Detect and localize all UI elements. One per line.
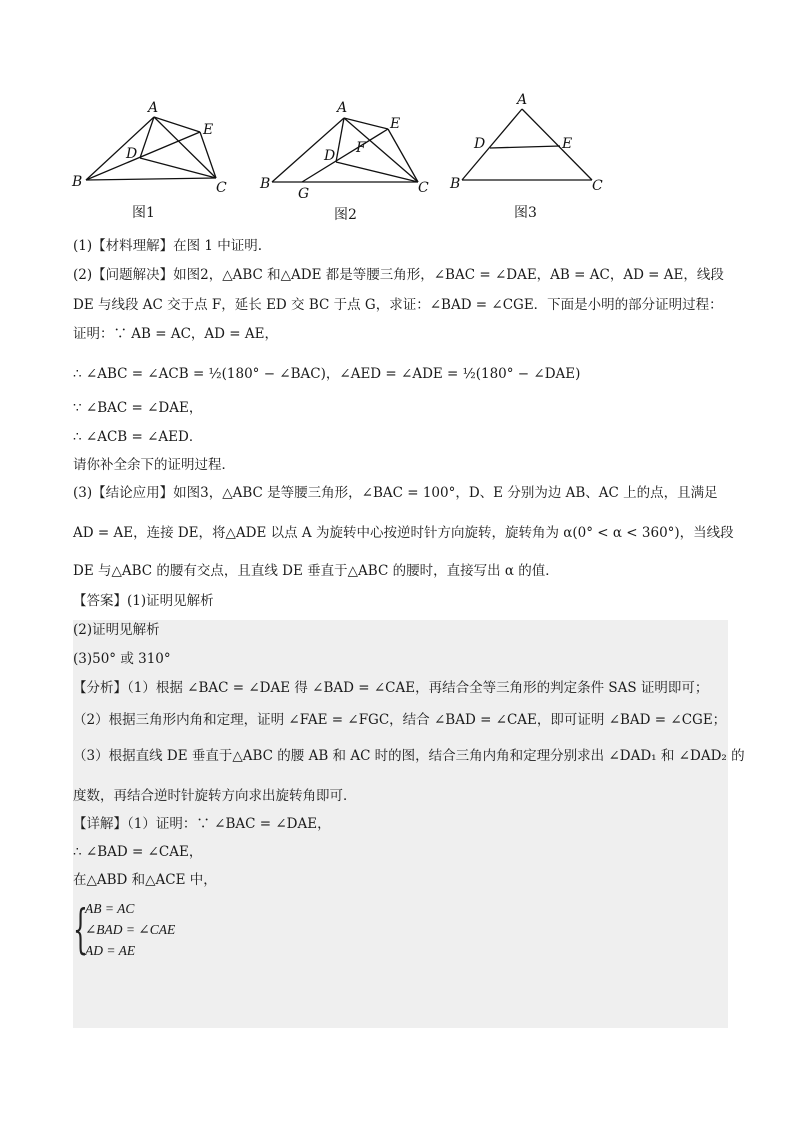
fig1-label-c: C	[216, 180, 227, 196]
proof-line-4: ∴ ∠ACB = ∠AED．	[73, 429, 203, 445]
fig3-label-d: D	[474, 136, 486, 152]
analysis-3-cont: 度数，再结合逆时针旋转方向求出旋转角即可．	[73, 788, 357, 804]
fig3-label-e: E	[562, 136, 573, 152]
detail-2: ∴ ∠BAD = ∠CAE，	[73, 844, 203, 860]
figure-3	[450, 92, 630, 222]
fig2-label-g: G	[298, 186, 310, 202]
figure-2-caption: 图2	[334, 207, 357, 223]
part-3-prompt-a: (3)【结论应用】如图3，△ABC 是等腰三角形，∠BAC = 100°，D、E 分别为边 AB、AC 上的点，且满足	[73, 485, 718, 501]
answer-3: (3)50° 或 310°	[73, 651, 171, 667]
fig2-label-e: E	[390, 116, 401, 132]
analysis-3: （3）根据直线 DE 垂直于△ABC 的腰 AB 和 AC 时的图，结合三角内角和定理分别求出 ∠DAD₁ 和 ∠DAD₂ 的	[73, 748, 745, 764]
figures-row	[60, 92, 740, 232]
figure-1-caption: 图1	[132, 205, 155, 221]
detail-3: 在△ABD 和△ACE 中，	[73, 872, 217, 888]
equation-system-lines	[85, 898, 175, 962]
figure-2-diagram	[260, 92, 460, 222]
fig2-label-b: B	[260, 176, 271, 192]
fig3-label-b: B	[450, 176, 461, 192]
system-line-2: ∠BAD = ∠CAE	[85, 922, 176, 937]
figure-3-diagram	[450, 92, 630, 222]
proof-line-2: ∴ ∠ABC = ∠ACB = ½(180° − ∠BAC)，∠AED = ∠ADE = ½(180° − ∠DAE)	[73, 366, 581, 382]
proof-line-3: ∵ ∠BAC = ∠DAE，	[73, 400, 203, 416]
detail-1: 【详解】（1）证明：∵ ∠BAC = ∠DAE，	[73, 816, 331, 832]
answer-heading: 【答案】(1)证明见解析	[73, 593, 214, 609]
fig3-label-a: A	[517, 92, 528, 108]
figure-1	[60, 92, 260, 222]
part-2-prompt-a: (2)【问题解决】如图2，△ABC 和△ADE 都是等腰三角形，∠BAC = ∠DAE，AB = AC，AD = AE，线段	[73, 267, 724, 283]
left-brace: {	[73, 900, 88, 960]
fig2-label-c: C	[418, 180, 429, 196]
fig3-label-c: C	[592, 178, 603, 194]
part-1-prompt: (1)【材料理解】在图 1 中证明.	[73, 238, 263, 254]
part-3-prompt-b: AD = AE，连接 DE，将△ADE 以点 A 为旋转中心按逆时针方向旋转，旋转角为 α(0° < α < 360°)，当线段	[73, 525, 734, 541]
equation-system	[73, 898, 733, 962]
fig1-label-d: D	[126, 146, 138, 162]
proof-line-1: 证明：∵ AB = AC，AD = AE，	[73, 326, 279, 342]
figure-3-caption: 图3	[514, 205, 537, 221]
figure-1-diagram	[60, 92, 260, 222]
fig1-label-b: B	[72, 174, 83, 190]
proof-instruction: 请你补全余下的证明过程．	[73, 457, 235, 473]
figure-2	[260, 92, 460, 222]
part-2-prompt-b: DE 与线段 AC 交于点 F，延长 ED 交 BC 于点 G，求证：∠BAD = ∠CGE．下面是小明的部分证明过程：	[73, 297, 723, 313]
fig2-label-a: A	[337, 100, 348, 116]
analysis-1: 【分析】（1）根据 ∠BAC = ∠DAE 得 ∠BAD = ∠CAE，再结合全等三角形的判定条件 SAS 证明即可；	[73, 680, 709, 696]
system-line-3: AD = AE	[85, 943, 136, 958]
answer-2: (2)证明见解析	[73, 622, 160, 638]
part-3-prompt-c: DE 与△ABC 的腰有交点，且直线 DE 垂直于△ABC 的腰时，直接写出 α 的值．	[73, 563, 559, 579]
system-line-1: AB = AC	[85, 901, 135, 916]
fig2-label-d: D	[324, 148, 336, 164]
fig1-label-a: A	[148, 100, 159, 116]
fig1-label-e: E	[203, 122, 214, 138]
fig2-label-f: F	[356, 140, 366, 156]
analysis-2: （2）根据三角形内角和定理，证明 ∠FAE = ∠FGC，结合 ∠BAD = ∠CAE，即可证明 ∠BAD = ∠CGE；	[73, 712, 727, 728]
problem-content	[73, 232, 745, 962]
